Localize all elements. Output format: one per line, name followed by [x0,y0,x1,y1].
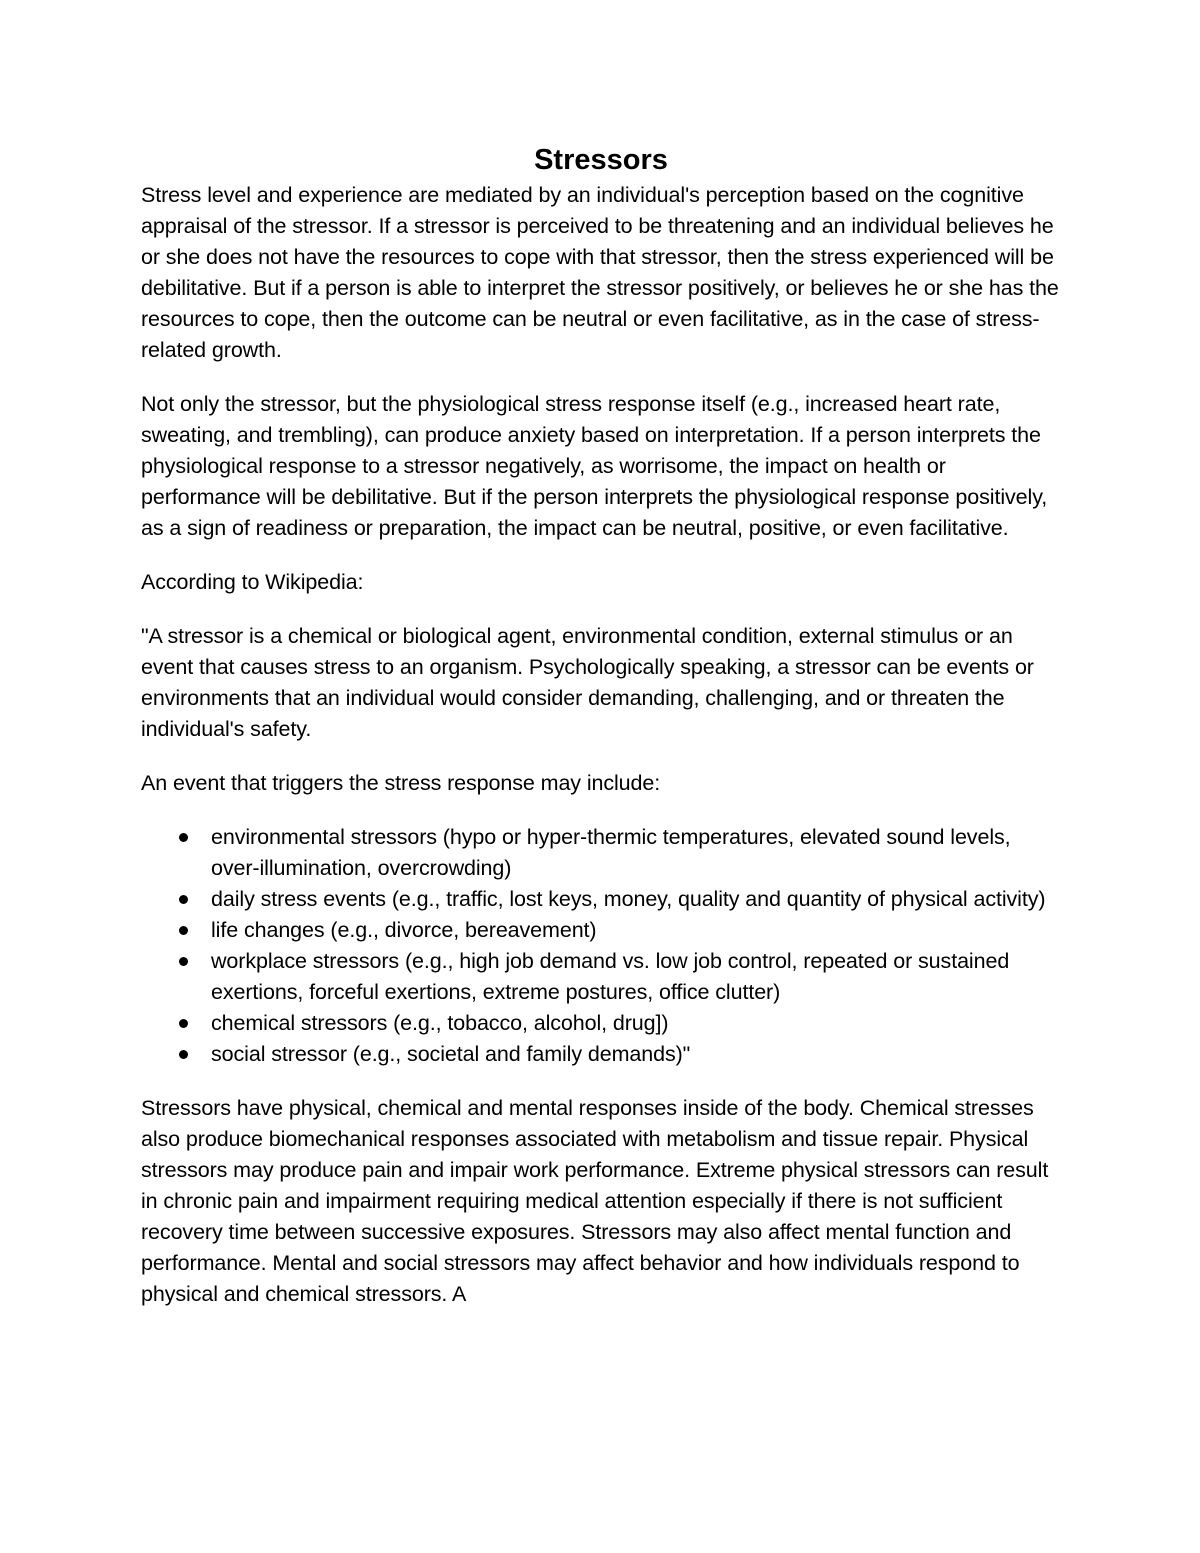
list-item [141,946,1061,1008]
list-item [141,884,1061,915]
bullet-icon [179,833,188,842]
bullet-icon [179,1050,188,1059]
paragraph-stressor-definition: "A stressor is a chemical or biological agent, environmental condition, external stimulus or an event that causes stress to an organism. Psychologically speaking, a stressor can be events or environments that an individual would consider demanding, challenging, and or threaten the individual's safety. [141,624,1034,741]
list-item-text: chemical stressors (e.g., tobacco, alcohol, drug]) [211,1011,669,1035]
stressor-list [141,822,1061,1070]
paragraph-event-triggers: An event that triggers the stress response may include: [141,771,661,795]
bullet-icon [179,1019,188,1028]
list-item-text: workplace stressors (e.g., high job demand vs. low job control, repeated or sustained exertions, forceful exertions, extreme postures, office clutter) [211,949,1010,1004]
list-item-text: social stressor (e.g., societal and family demands)" [211,1042,691,1066]
paragraph-wikipedia-intro: According to Wikipedia: [141,570,364,594]
list-item [141,1039,1061,1070]
paragraph-perception: Stress level and experience are mediated by an individual's perception based on the cognitive appraisal of the stressor. If a stressor is perceived to be threatening and an individual believes he or she does not have the resources to cope with that stressor, then the stress experienced will be debilitative. But if a person is able to interpret the stressor positively, or believes he or she has the resources to cope, then the outcome can be neutral or even facilitative, as in the case of stress-related growth. [141,183,1059,362]
bullet-icon [179,926,188,935]
list-item-text: life changes (e.g., divorce, bereavement) [211,918,597,942]
list-item [141,915,1061,946]
list-item-text: environmental stressors (hypo or hyper-thermic temperatures, elevated sound levels, over-illumination, overcrowding) [211,825,1011,880]
list-item [141,822,1061,884]
paragraph-stressor-responses: Stressors have physical, chemical and mental responses inside of the body. Chemical stresses also produce biomechanical responses associated with metabolism and tissue repair. Physical stressors may produce pain and impair work performance. Extreme physical stressors can result in chronic pain and impairment requiring medical attention especially if there is not sufficient recovery time between successive exposures. Stressors may also affect mental function and performance. Mental and social stressors may affect behavior and how individuals respond to physical and chemical stressors. A [141,1096,1049,1306]
bullet-icon [179,895,188,904]
paragraph-physiological-response: Not only the stressor, but the physiological stress response itself (e.g., increased heart rate, sweating, and trembling), can produce anxiety based on interpretation. If a person interprets the physiological response to a stressor negatively, as worrisome, the impact on health or performance will be debilitative. But if the person interprets the physiological response positively, as a sign of readiness or preparation, the impact can be neutral, positive, or even facilitative. [141,392,1048,540]
list-item [141,1008,1061,1039]
bullet-icon [179,957,188,966]
document-page [141,140,1061,1333]
page-title: Stressors [534,144,668,176]
list-item-text: daily stress events (e.g., traffic, lost keys, money, quality and quantity of physical activity) [211,887,1046,911]
